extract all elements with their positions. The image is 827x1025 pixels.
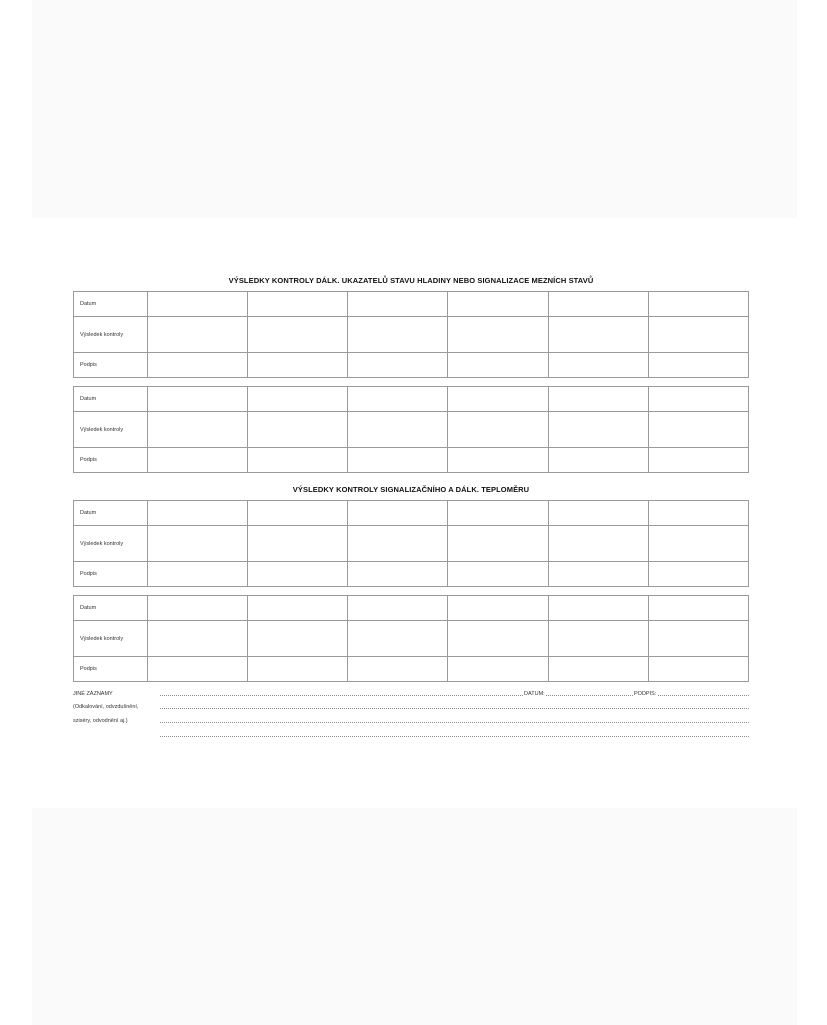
date-cell[interactable]	[448, 387, 548, 412]
date-cell[interactable]	[248, 501, 348, 526]
result-cell[interactable]	[148, 526, 248, 562]
result-cell[interactable]	[248, 412, 348, 448]
table-row	[74, 501, 749, 526]
signature-cell[interactable]	[548, 657, 648, 682]
result-cell[interactable]	[348, 621, 448, 657]
result-cell[interactable]	[348, 317, 448, 353]
result-cell[interactable]	[548, 621, 648, 657]
date-cell[interactable]	[148, 501, 248, 526]
signature-cell[interactable]	[648, 657, 748, 682]
row-label-datum: Datum	[74, 387, 148, 412]
table-row	[74, 621, 749, 657]
signature-cell[interactable]	[448, 657, 548, 682]
result-cell[interactable]	[648, 526, 748, 562]
table-row	[74, 526, 749, 562]
date-cell[interactable]	[648, 501, 748, 526]
signature-cell[interactable]	[548, 448, 648, 473]
result-cell[interactable]	[148, 621, 248, 657]
date-cell[interactable]	[148, 596, 248, 621]
signature-cell[interactable]	[348, 448, 448, 473]
date-cell[interactable]	[348, 596, 448, 621]
other-records-line-1	[73, 689, 749, 697]
signature-cell[interactable]	[448, 353, 548, 378]
row-label-vysledek: Výsledek kontroly	[74, 526, 148, 562]
other-records-line-2	[73, 702, 749, 710]
datum-label: DATUM:	[524, 691, 545, 697]
inspection-table-3	[73, 500, 749, 587]
date-cell[interactable]	[348, 501, 448, 526]
other-records-label: JINÉ ZÁZNAMY	[73, 691, 113, 697]
date-cell[interactable]	[148, 387, 248, 412]
notes-fill-line[interactable]	[160, 722, 749, 723]
result-cell[interactable]	[548, 526, 648, 562]
table-row	[74, 448, 749, 473]
result-cell[interactable]	[148, 412, 248, 448]
date-cell[interactable]	[448, 501, 548, 526]
inspection-table-1	[73, 291, 749, 378]
row-label-podpis: Podpis	[74, 562, 148, 587]
signature-cell[interactable]	[248, 448, 348, 473]
date-cell[interactable]	[248, 596, 348, 621]
row-label-vysledek: Výsledek kontroly	[74, 621, 148, 657]
result-cell[interactable]	[648, 621, 748, 657]
inspection-table-2	[73, 386, 749, 473]
table-row	[74, 412, 749, 448]
row-label-vysledek: Výsledek kontroly	[74, 317, 148, 353]
signature-cell[interactable]	[548, 562, 648, 587]
result-cell[interactable]	[248, 317, 348, 353]
inspection-table-4	[73, 595, 749, 682]
result-cell[interactable]	[648, 412, 748, 448]
row-label-datum: Datum	[74, 596, 148, 621]
date-cell[interactable]	[348, 387, 448, 412]
other-records-line-4	[73, 730, 749, 738]
result-cell[interactable]	[348, 412, 448, 448]
date-cell[interactable]	[448, 596, 548, 621]
signature-cell[interactable]	[648, 448, 748, 473]
date-cell[interactable]	[248, 292, 348, 317]
notes-fill-line[interactable]	[160, 708, 749, 709]
row-label-podpis: Podpis	[74, 448, 148, 473]
row-label-podpis: Podpis	[74, 657, 148, 682]
table-row	[74, 292, 749, 317]
table-row	[74, 387, 749, 412]
signature-cell[interactable]	[648, 562, 748, 587]
row-label-datum: Datum	[74, 292, 148, 317]
result-cell[interactable]	[648, 317, 748, 353]
row-label-vysledek: Výsledek kontroly	[74, 412, 148, 448]
date-cell[interactable]	[548, 387, 648, 412]
date-cell[interactable]	[548, 501, 648, 526]
result-cell[interactable]	[148, 317, 248, 353]
result-cell[interactable]	[348, 526, 448, 562]
result-cell[interactable]	[448, 317, 548, 353]
table-row	[74, 596, 749, 621]
signature-cell[interactable]	[248, 562, 348, 587]
notes-fill-line[interactable]	[160, 736, 749, 737]
date-cell[interactable]	[548, 596, 648, 621]
podpis-label: PODPIS:	[634, 691, 657, 697]
section-1-title: VÝSLEDKY KONTROLY DÁLK. UKAZATELŮ STAVU HLADINY NEBO SIGNALIZACE MEZNÍCH STAVŮ	[228, 276, 594, 285]
table-row	[74, 317, 749, 353]
date-cell[interactable]	[348, 292, 448, 317]
signature-cell[interactable]	[248, 657, 348, 682]
result-cell[interactable]	[448, 412, 548, 448]
other-records-hint-2: sziséry, odvodnění aj.)	[73, 718, 128, 724]
signature-cell[interactable]	[148, 353, 248, 378]
result-cell[interactable]	[248, 621, 348, 657]
other-records-line-3	[73, 716, 749, 724]
signature-cell[interactable]	[548, 353, 648, 378]
date-cell[interactable]	[448, 292, 548, 317]
signature-cell[interactable]	[348, 657, 448, 682]
signature-cell[interactable]	[448, 562, 548, 587]
result-cell[interactable]	[248, 526, 348, 562]
result-cell[interactable]	[448, 621, 548, 657]
other-records-hint-1: (Odkalování, odvzdušnění,	[73, 704, 139, 710]
signature-cell[interactable]	[248, 353, 348, 378]
date-cell[interactable]	[148, 292, 248, 317]
row-label-datum: Datum	[74, 501, 148, 526]
table-row	[74, 353, 749, 378]
table-row	[74, 657, 749, 682]
section-2-title: VÝSLEDKY KONTROLY SIGNALIZAČNÍHO A DÁLK. TEPLOMĚRU	[292, 485, 530, 494]
signature-cell[interactable]	[448, 448, 548, 473]
date-cell[interactable]	[248, 387, 348, 412]
signature-cell[interactable]	[148, 562, 248, 587]
signature-cell[interactable]	[148, 657, 248, 682]
result-cell[interactable]	[548, 317, 648, 353]
result-cell[interactable]	[448, 526, 548, 562]
notes-fill-line[interactable]	[160, 695, 749, 696]
date-cell[interactable]	[648, 387, 748, 412]
result-cell[interactable]	[548, 412, 648, 448]
signature-cell[interactable]	[348, 562, 448, 587]
signature-cell[interactable]	[148, 448, 248, 473]
date-cell[interactable]	[548, 292, 648, 317]
signature-cell[interactable]	[348, 353, 448, 378]
table-row	[74, 562, 749, 587]
row-label-podpis: Podpis	[74, 353, 148, 378]
date-cell[interactable]	[648, 292, 748, 317]
date-cell[interactable]	[648, 596, 748, 621]
signature-cell[interactable]	[648, 353, 748, 378]
